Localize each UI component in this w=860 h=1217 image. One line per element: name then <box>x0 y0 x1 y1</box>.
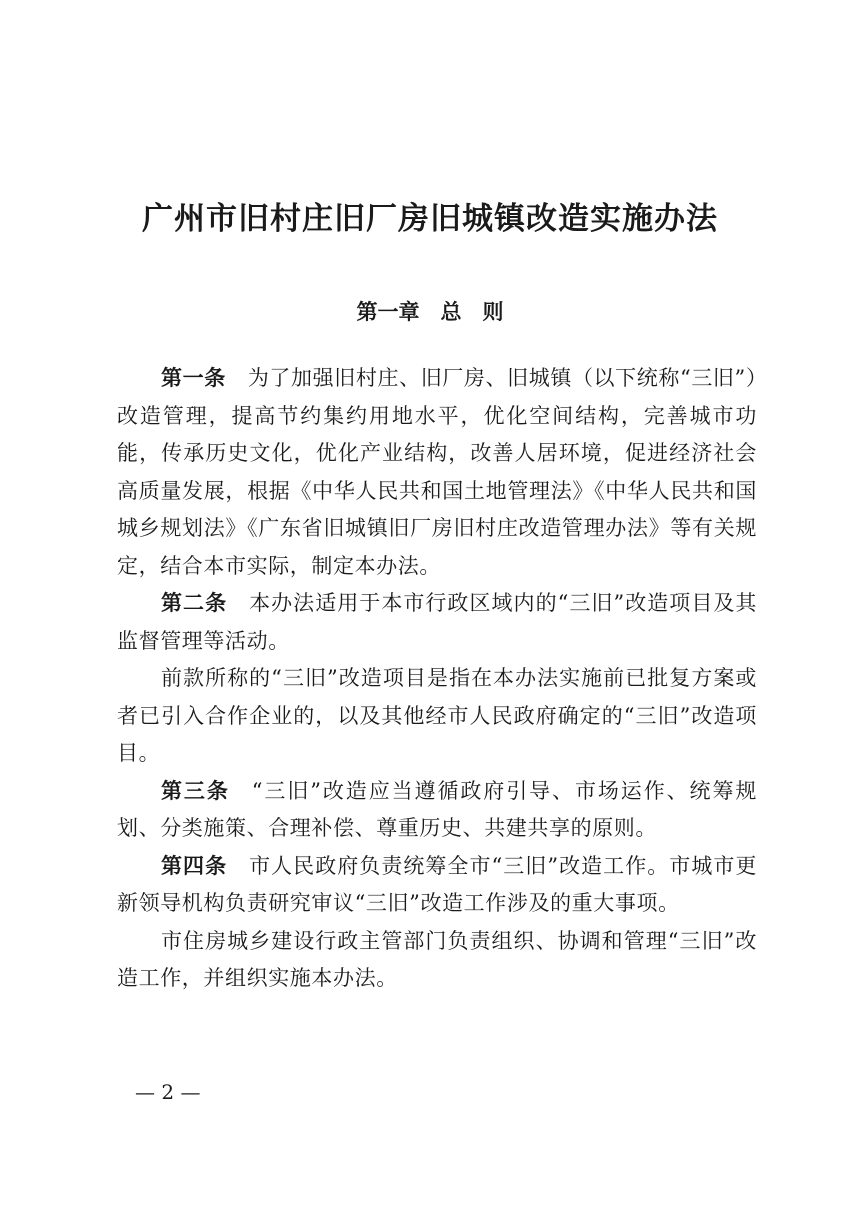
article-1 <box>117 360 757 585</box>
article-3 <box>117 773 757 848</box>
article-4-paragraph-2: 市住房城乡建设行政主管部门负责组织、协调和管理“三旧”改造工作，并组织实施本办法。 <box>117 928 757 990</box>
document-body <box>117 360 757 998</box>
article-2 <box>117 585 757 660</box>
page-number: — 2 — <box>135 1080 201 1104</box>
article-label: 第三条 <box>161 778 230 803</box>
article-label: 第二条 <box>161 591 228 615</box>
article-text: 市人民政府负责统筹全市“三旧”改造工作。市城市更新领导机构负责研究审议“三旧”改造工作涉及的重大事项。 <box>117 853 757 915</box>
chapter-heading: 第一章 总 则 <box>356 300 504 324</box>
article-2-paragraph-2: 前款所称的“三旧”改造项目是指在本办法实施前已批复方案或者已引入合作企业的，以及其他经市人民政府确定的“三旧”改造项目。 <box>117 666 758 765</box>
article-4 <box>117 848 757 923</box>
article-label: 第四条 <box>161 853 228 878</box>
article-text: 为了加强旧村庄、旧厂房、旧城镇（以下统称“三旧”）改造管理，提高节约集约用地水平，优化空间结构，完善城市功能，传承历史文化，优化产业结构，改善人居环境，促进经济社会高质量发展，根据《中华人民共和国土地管理法》《中华人民共和国城乡规划法》《广东省旧城镇旧厂房旧村庄改造管理办法》等有关规定，结合本市实际，制定本办法。 <box>117 366 757 578</box>
article-label: 第一条 <box>161 366 226 390</box>
article-text: “三旧”改造应当遵循政府引导、市场运作、统筹规划、分类施策、合理补偿、尊重历史、共建共享的原则。 <box>117 778 757 840</box>
document-title: 广州市旧村庄旧厂房旧城镇改造实施办法 <box>142 201 718 237</box>
article-text: 本办法适用于本市行政区域内的“三旧”改造项目及其监督管理等活动。 <box>117 591 757 653</box>
